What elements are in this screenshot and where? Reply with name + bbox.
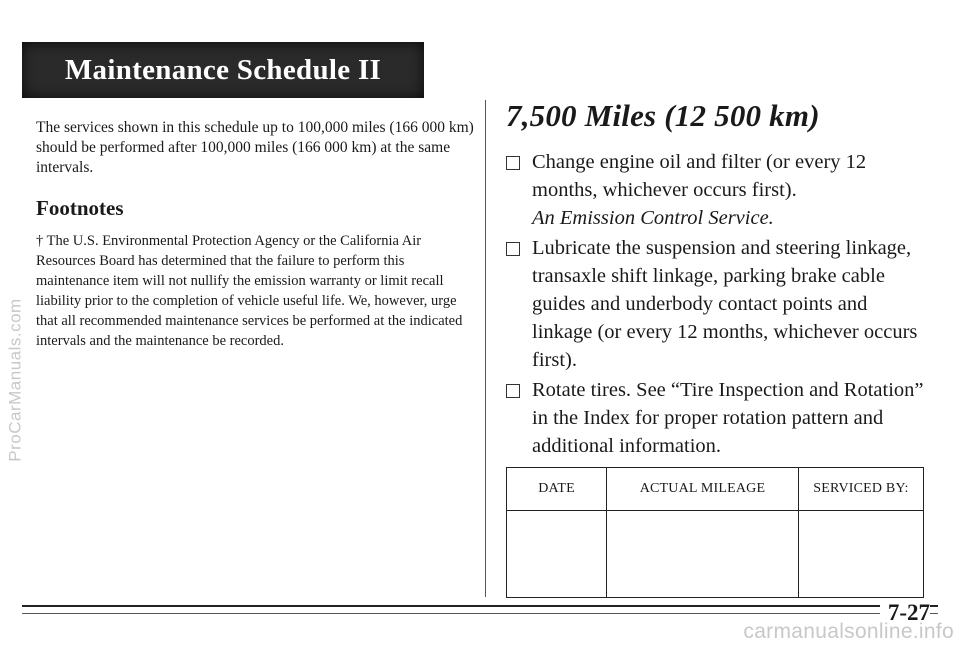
page-number: 7-27 xyxy=(880,600,930,626)
column-header-serviced-by: SERVICED BY: xyxy=(798,468,923,511)
bottom-watermark: carmanualsonline.info xyxy=(743,620,954,643)
checkbox-icon xyxy=(506,242,520,256)
checkbox-icon xyxy=(506,156,520,170)
side-watermark-text: ProCarManuals.com xyxy=(6,298,26,462)
footnote-paragraph: † The U.S. Environmental Protection Agency or the California Air Resources Board has determined that the failure to perform this maintenance item will not nullify the emission warranty or limit recall liability prior to the completion of vehicle useful life. We, however, urge that all recommended maintenance services be performed at the indicated intervals and the maintenance be recorded. xyxy=(36,233,463,349)
footnotes-heading: Footnotes xyxy=(36,196,124,220)
section-header xyxy=(22,42,424,98)
side-watermark xyxy=(2,160,30,600)
interval-heading: 7,500 Miles (12 500 km) xyxy=(506,98,820,133)
serviced-by-cell xyxy=(798,511,923,598)
left-column xyxy=(36,118,481,351)
column-header-mileage: ACTUAL MILEAGE xyxy=(607,468,799,511)
intro-paragraph: The services shown in this schedule up to 100,000 miles (166 000 km) should be performed after 100,000 miles (166 000 km) at the same intervals. xyxy=(36,119,474,176)
checkbox-icon xyxy=(506,384,520,398)
table-header-row xyxy=(507,468,924,511)
right-column xyxy=(506,98,926,462)
task-item xyxy=(506,148,926,232)
mileage-cell xyxy=(607,511,799,598)
section-title: Maintenance Schedule II xyxy=(64,53,382,86)
task-item xyxy=(506,234,926,374)
task-text: Rotate tires. See “Tire Inspection and Rotation” in the Index for proper rotation pattern and additional information. xyxy=(532,379,924,457)
date-cell xyxy=(507,511,607,598)
column-divider xyxy=(485,100,486,597)
task-text: Lubricate the suspension and steering linkage, transaxle shift linkage, parking brake cable guides and underbody contact points and linkage (or every 12 months, whichever occurs first). xyxy=(532,237,918,371)
footer-rule xyxy=(22,605,938,607)
task-text: Change engine oil and filter (or every 12 months, whichever occurs first). xyxy=(532,151,867,201)
footer-rule-thin xyxy=(22,613,938,614)
task-note: An Emission Control Service. xyxy=(532,207,774,229)
column-header-date: DATE xyxy=(507,468,607,511)
service-record-table xyxy=(506,467,924,598)
task-item xyxy=(506,376,926,460)
table-row xyxy=(507,511,924,598)
